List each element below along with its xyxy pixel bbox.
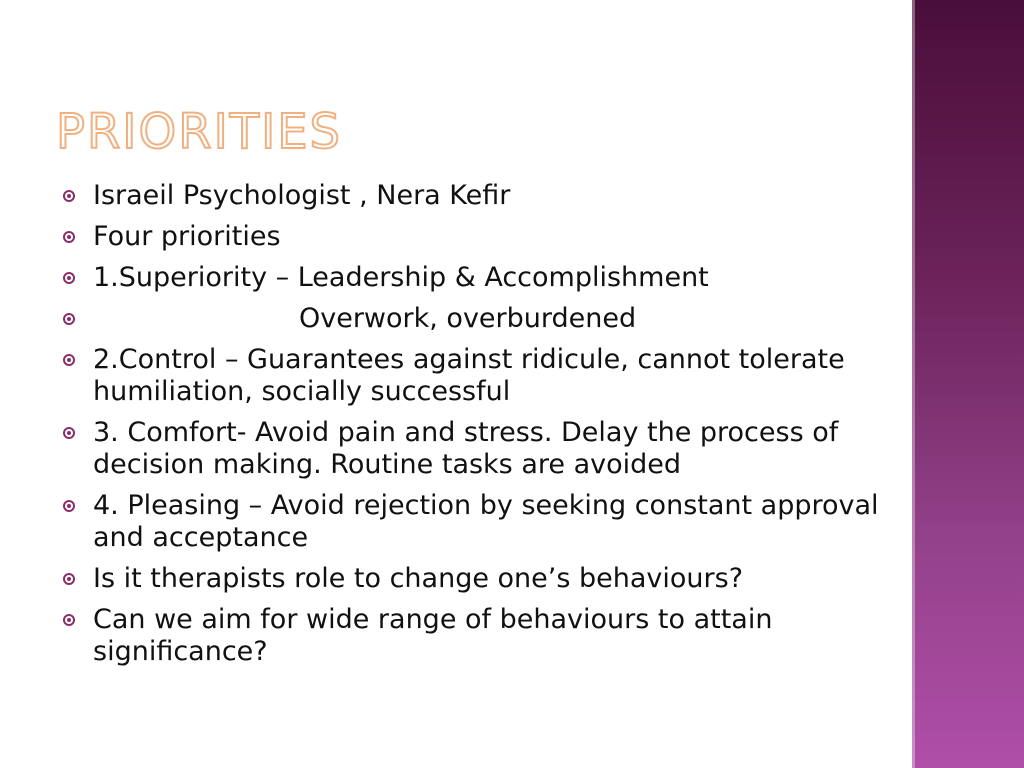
bullet-item [62, 417, 892, 481]
bullet-item [62, 490, 892, 554]
bullet-item [62, 303, 892, 335]
bullet-text: Can we aim for wide range of behaviours to attain significance? [93, 604, 782, 667]
bullet-text: Is it therapists role to change one’s behaviours? [93, 563, 744, 594]
bullet-text: 1.Superiority – Leadership & Accomplishment [93, 262, 709, 293]
bullet-text: Overwork, overburdened [93, 303, 637, 334]
bullet-text: Four priorities [93, 221, 281, 252]
bullet-text: 4. Pleasing – Avoid rejection by seeking constant approval and acceptance [93, 490, 888, 553]
bullet-icon [63, 313, 75, 325]
bullet-item [62, 344, 892, 408]
bullet-text: 2.Control – Guarantees against ridicule, cannot tolerate humiliation, socially successful [93, 344, 854, 407]
bullet-icon [63, 354, 75, 366]
decorative-side-band [912, 0, 1024, 768]
bullet-icon [63, 500, 75, 512]
bullet-icon [63, 427, 75, 439]
bullet-icon [63, 614, 75, 626]
bullet-text: Israeil Psychologist , Nera Kefir [93, 180, 511, 211]
bullet-item [62, 180, 892, 212]
bullet-text: 3. Comfort- Avoid pain and stress. Delay the process of decision making. Routine tasks are avoided [93, 417, 847, 480]
bullet-icon [63, 190, 75, 202]
bullet-item [62, 604, 892, 668]
bullet-icon [63, 231, 75, 243]
slide-title: PRIORITIES [56, 104, 343, 160]
bullet-list [62, 180, 892, 677]
bullet-item [62, 262, 892, 294]
bullet-icon [63, 272, 75, 284]
bullet-item [62, 221, 892, 253]
bullet-icon [63, 573, 75, 585]
bullet-item [62, 563, 892, 595]
